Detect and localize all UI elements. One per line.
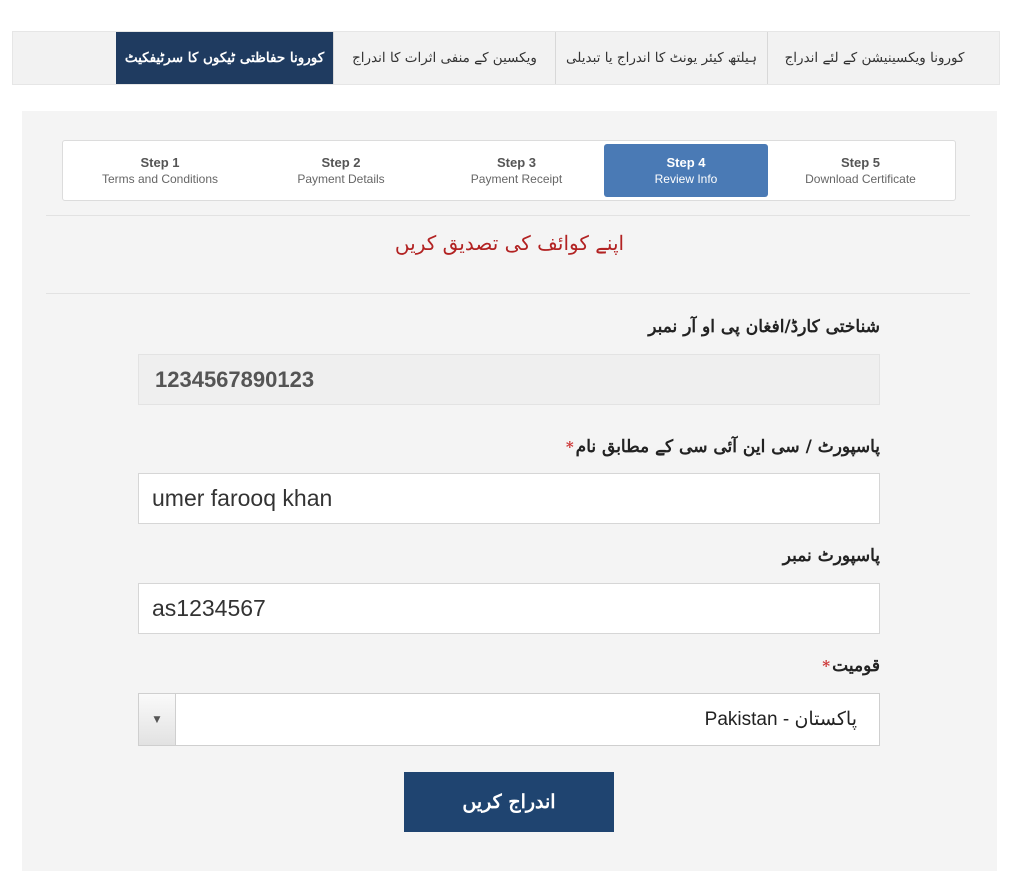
nationality-select[interactable] [138, 693, 880, 746]
name-input[interactable]: umer farooq khan [138, 473, 880, 524]
cnic-field: 1234567890123 [138, 354, 880, 405]
top-nav [12, 31, 1000, 85]
nav-tab-health-unit[interactable]: ہیلتھ کیئر یونٹ کا اندراج یا تبدیلی [555, 32, 767, 84]
divider [46, 215, 970, 216]
passport-label-text: پاسپورٹ نمبر [782, 546, 880, 566]
section-heading: اپنے کوائف کی تصدیق کریں [394, 231, 625, 255]
caret-down-icon: ▼ [153, 714, 161, 725]
required-mark: * [565, 438, 574, 456]
step-title: Step 2 [321, 155, 361, 170]
name-label-text: پاسپورٹ / سی این آئی سی کے مطابق نام [575, 437, 880, 457]
step-title: Step 4 [666, 155, 706, 170]
step-title: Step 3 [496, 155, 536, 170]
divider [46, 293, 970, 294]
step-subtitle: Payment Details [297, 172, 385, 186]
step-1[interactable] [67, 144, 253, 197]
submit-button[interactable]: اندراج کریں [404, 772, 614, 832]
cnic-label-text: شناختی کارڈ/افغان پی او آر نمبر [648, 317, 880, 337]
step-5[interactable] [768, 144, 953, 197]
stepper [62, 140, 956, 201]
step-subtitle: Download Certificate [805, 172, 916, 186]
cnic-label [648, 317, 880, 337]
name-label [566, 436, 880, 457]
passport-label [783, 546, 880, 566]
step-title: Step 1 [140, 155, 180, 170]
certificate-form-card [22, 111, 997, 871]
step-title: Step 5 [840, 155, 880, 170]
required-mark: * [822, 657, 831, 675]
passport-input[interactable]: as1234567 [138, 583, 880, 634]
step-subtitle: Payment Receipt [470, 172, 563, 186]
nationality-label-text: قومیت [832, 656, 880, 676]
step-3[interactable] [429, 144, 604, 197]
step-4[interactable] [604, 144, 768, 197]
step-2[interactable] [253, 144, 429, 197]
nav-tab-vaccination-certificate[interactable]: کورونا حفاظتی ٹیکوں کا سرٹیفکیٹ [116, 32, 333, 84]
nav-tab-adverse-effects[interactable]: ویکسین کے منفی اثرات کا اندراج [333, 32, 555, 84]
nationality-selected-value: Pakistan - پاکستان [704, 709, 857, 730]
nav-tab-vaccination-registration[interactable]: کورونا ویکسینیشن کے لئے اندراج [767, 32, 981, 84]
nationality-label [822, 656, 880, 676]
select-toggle-button[interactable] [139, 694, 176, 745]
step-subtitle: Terms and Conditions [101, 172, 219, 186]
step-subtitle: Review Info [654, 172, 718, 186]
